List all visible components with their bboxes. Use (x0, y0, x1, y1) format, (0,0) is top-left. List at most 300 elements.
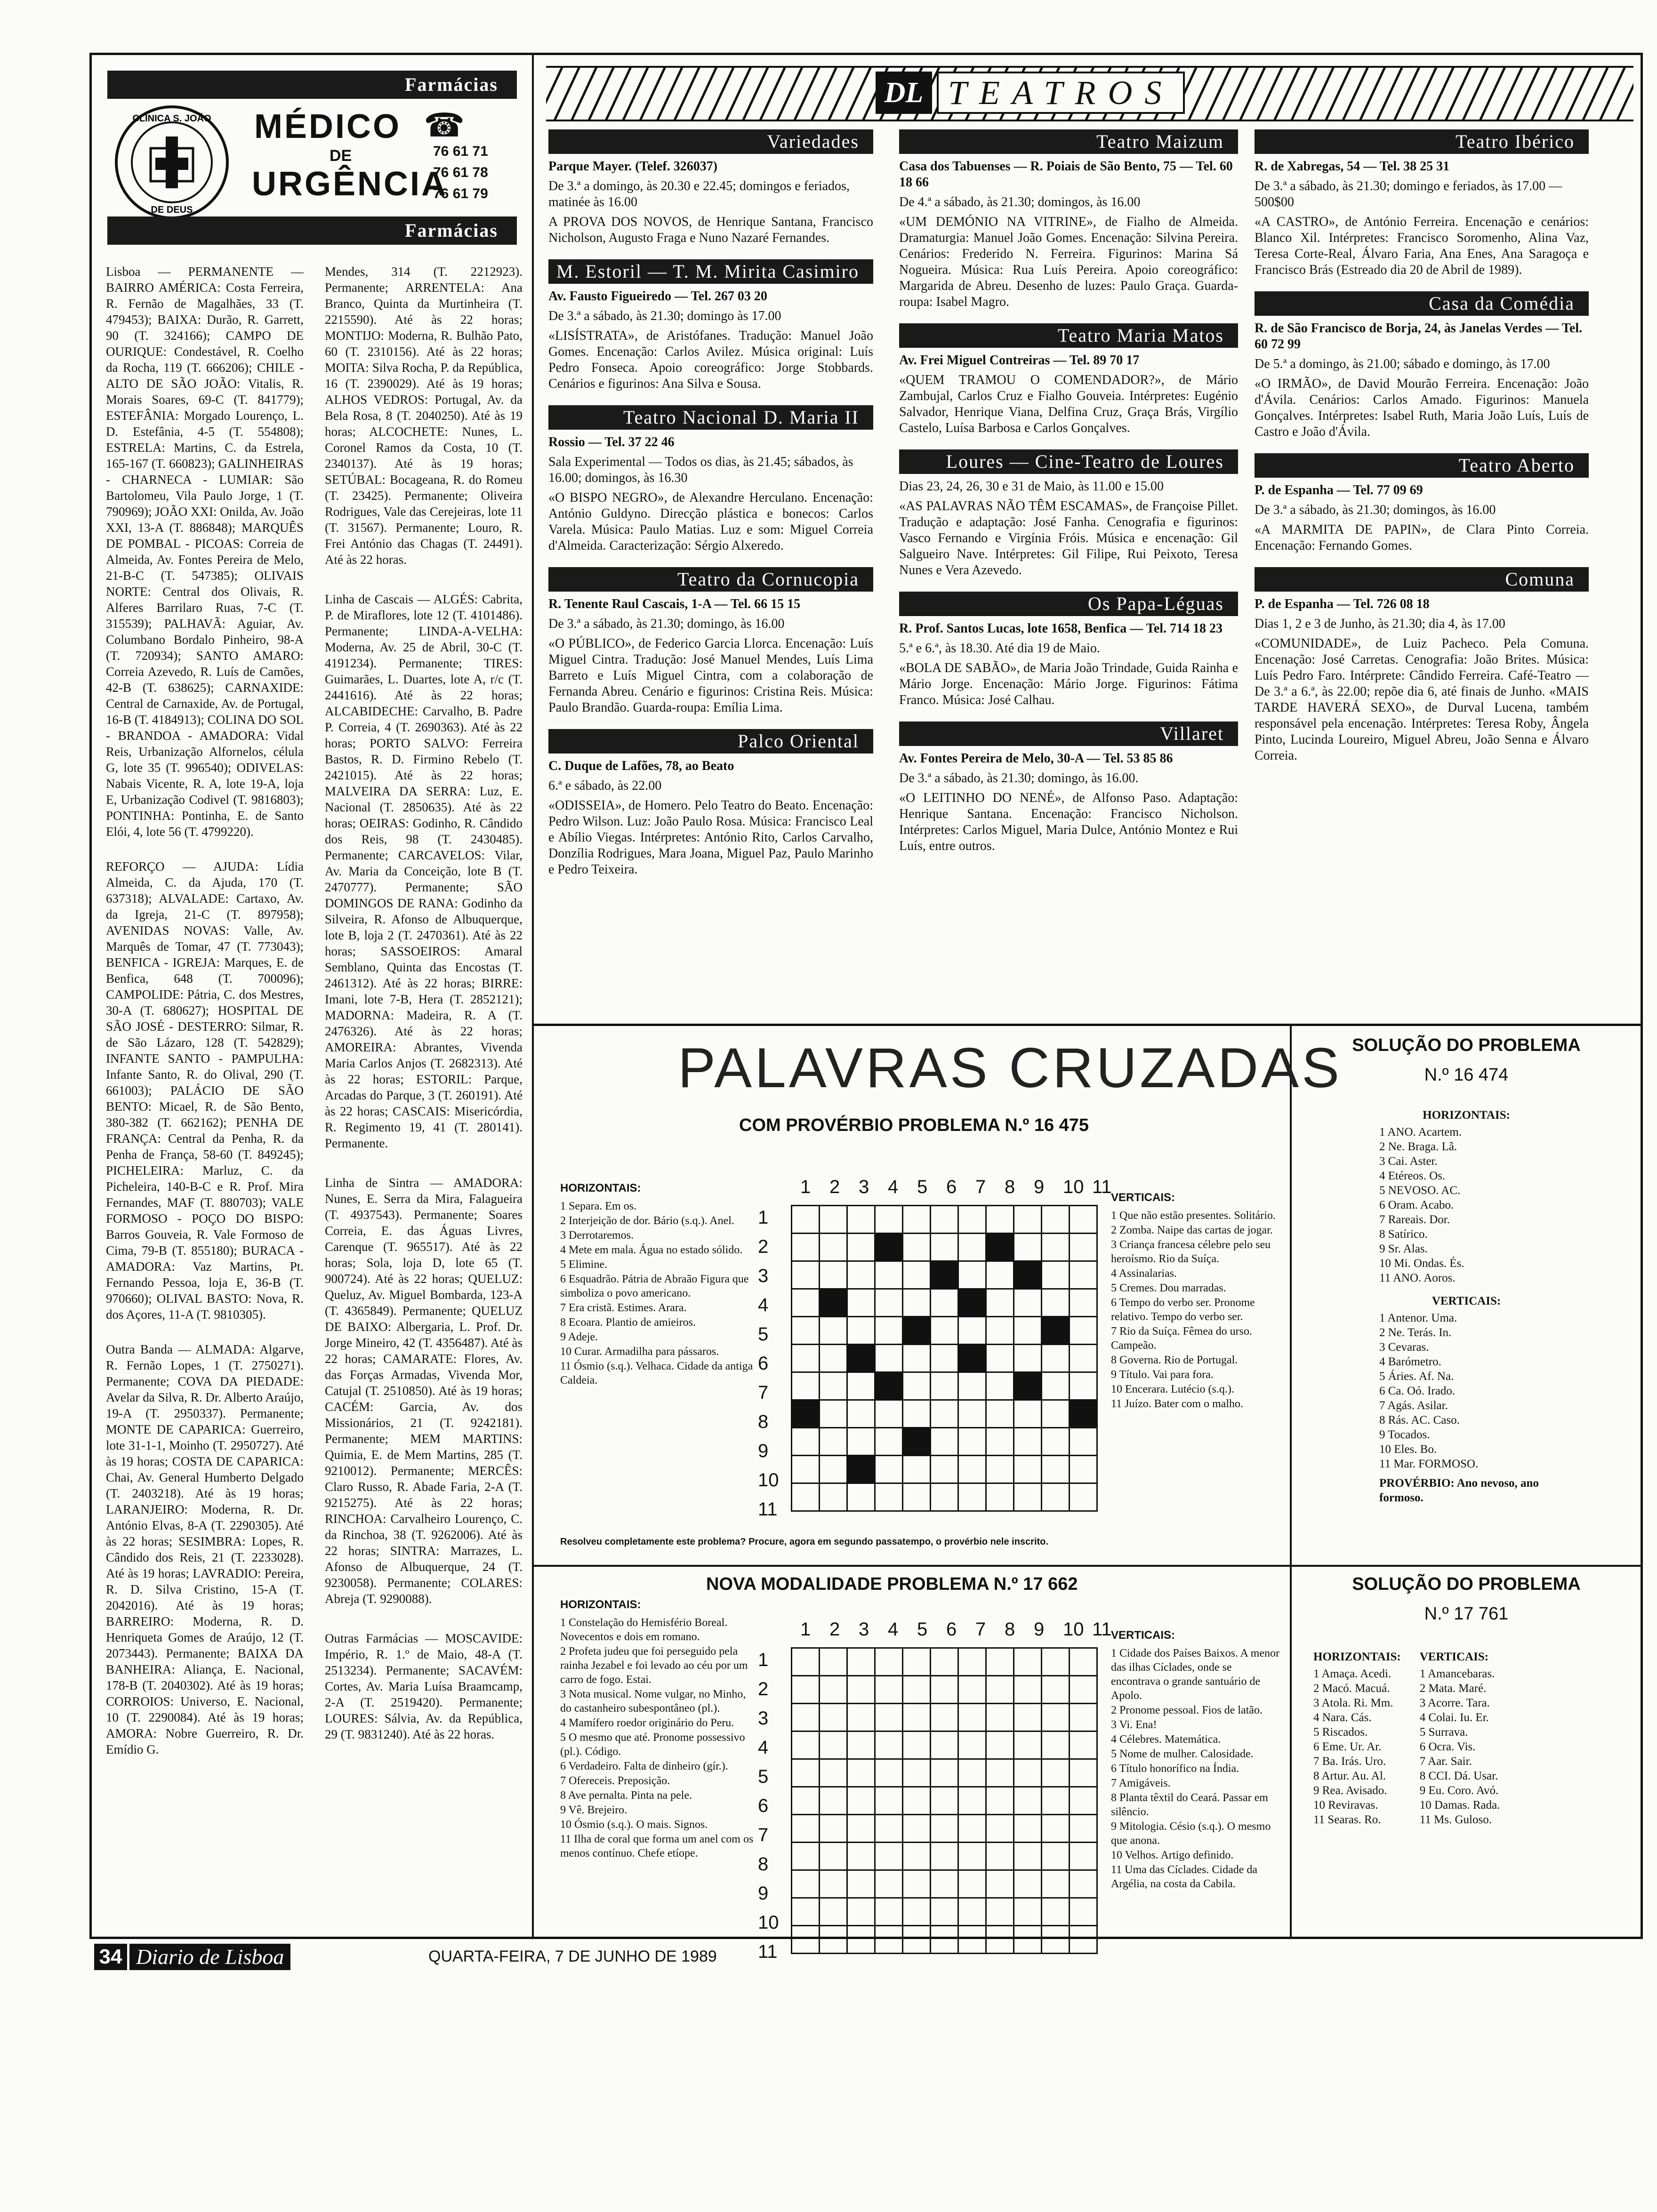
grid-cell[interactable] (903, 1345, 931, 1372)
grid-cell[interactable] (875, 1428, 903, 1456)
grid-cell[interactable] (1070, 1456, 1097, 1483)
grid-cell[interactable] (875, 1317, 903, 1345)
theatre-schedule: 5.ª e 6.ª, às 18.30. Até dia 19 de Maio. (899, 641, 1100, 656)
theatre-name: Teatro Ibérico (1255, 129, 1589, 154)
grid-cell[interactable] (1070, 1317, 1097, 1345)
grid-cell[interactable] (1042, 1731, 1070, 1759)
grid-cell[interactable] (792, 1759, 820, 1787)
grid-cell[interactable] (1042, 1206, 1070, 1234)
grid-cell[interactable] (1042, 1759, 1070, 1787)
grid-cell[interactable] (820, 1372, 847, 1400)
grid-cell[interactable] (820, 1456, 847, 1483)
grid-cell[interactable] (1042, 1704, 1070, 1731)
grid-cell[interactable] (931, 1815, 958, 1843)
grid-row (792, 1345, 1097, 1372)
grid-cell[interactable] (847, 1206, 875, 1234)
grid-cell[interactable] (1070, 1843, 1097, 1870)
grid-cell[interactable] (986, 1289, 1014, 1317)
grid-cell[interactable] (1042, 1815, 1070, 1843)
solution-item: 11 Searas. Ro. (1313, 1813, 1381, 1826)
grid-cell[interactable] (903, 1483, 931, 1511)
grid-cell[interactable] (1070, 1787, 1097, 1815)
grid-cell[interactable] (1070, 1428, 1097, 1456)
grid-cell[interactable] (792, 1317, 820, 1345)
grid-cell[interactable] (847, 1234, 875, 1261)
grid-cell[interactable] (958, 1372, 986, 1400)
grid-cell[interactable] (958, 1898, 986, 1926)
grid-cell[interactable] (875, 1870, 903, 1898)
grid-cell[interactable] (792, 1704, 820, 1731)
grid-cell[interactable] (1014, 1815, 1042, 1843)
grid-cell[interactable] (1014, 1676, 1042, 1704)
grid-row (792, 1456, 1097, 1483)
grid-cell[interactable] (958, 1428, 986, 1456)
grid-cell[interactable] (847, 1648, 875, 1676)
grid-cell[interactable] (847, 1843, 875, 1870)
clue-item: 9 Adeje. (560, 1331, 598, 1343)
grid-cell[interactable] (1070, 1372, 1097, 1400)
solution-item: 1 Antenor. Uma. (1379, 1312, 1457, 1324)
grid-cell[interactable] (1014, 1870, 1042, 1898)
grid-cell[interactable] (820, 1317, 847, 1345)
grid-cell[interactable] (875, 1400, 903, 1428)
grid-cell[interactable] (1014, 1483, 1042, 1511)
grid-cell[interactable] (931, 1345, 958, 1372)
grid-cell[interactable] (903, 1456, 931, 1483)
grid-cell[interactable] (931, 1400, 958, 1428)
grid-cell[interactable] (958, 1843, 986, 1870)
grid-cell[interactable] (820, 1815, 847, 1843)
grid-cell[interactable] (986, 1317, 1014, 1345)
grid-cell[interactable] (1014, 1759, 1042, 1787)
grid-cell[interactable] (903, 1759, 931, 1787)
grid-cell[interactable] (903, 1234, 931, 1261)
grid-cell[interactable] (875, 1206, 903, 1234)
grid-cell[interactable] (1014, 1234, 1042, 1261)
clue-item: 3 Nota musical. Nome vulgar, no Minho, do castanheiro subespontâneo (pl.). (560, 1688, 746, 1715)
grid-cell[interactable] (986, 1787, 1014, 1815)
grid-cell[interactable] (1042, 1843, 1070, 1870)
grid-cell[interactable] (820, 1206, 847, 1234)
grid-cell[interactable] (1070, 1759, 1097, 1787)
grid-cell[interactable] (958, 1483, 986, 1511)
grid-cell[interactable] (986, 1456, 1014, 1483)
theatre-description: «UM DEMÓNIO NA VITRINE», de Fialho de Almeida. Dramaturgia: Manuel João Gomes. Encenação: Silvina Pereira. Cenários: Frederido N. Ferreira. Figurinos: Marina Sá Nogueira. Música: Rua Luís Pereira. Apoio coreográfico: Margarida de Abreu. Desenho de luzes: Paulo Graça. Guarda-roupa: Isabel Magro. (899, 215, 1238, 309)
grid-cell[interactable] (820, 1676, 847, 1704)
grid-cell[interactable] (1014, 1704, 1042, 1731)
grid-cell[interactable] (792, 1456, 820, 1483)
grid-cell[interactable] (1070, 1704, 1097, 1731)
grid-cell[interactable] (1070, 1898, 1097, 1926)
grid-cell[interactable] (847, 1317, 875, 1345)
grid-cell[interactable] (792, 1843, 820, 1870)
grid-cell[interactable] (958, 1206, 986, 1234)
grid-cell[interactable] (820, 1870, 847, 1898)
grid-cell[interactable] (931, 1234, 958, 1261)
grid-cell[interactable] (1042, 1926, 1070, 1954)
grid-cell[interactable] (931, 1289, 958, 1317)
grid-cell[interactable] (931, 1926, 958, 1954)
grid-cell[interactable] (875, 1731, 903, 1759)
grid-cell[interactable] (1070, 1870, 1097, 1898)
grid-cell[interactable] (792, 1428, 820, 1456)
grid-cell[interactable] (792, 1289, 820, 1317)
grid-column-number: 4 (888, 1177, 899, 1197)
grid-cell[interactable] (1070, 1483, 1097, 1511)
grid-row (792, 1261, 1097, 1289)
grid-cell[interactable] (958, 1704, 986, 1731)
grid-cell[interactable] (1042, 1261, 1070, 1289)
grid-cell[interactable] (1070, 1676, 1097, 1704)
grid-cell[interactable] (847, 1898, 875, 1926)
grid-column-number: 10 (1063, 1619, 1084, 1640)
grid-cell[interactable] (958, 1234, 986, 1261)
clinic-seal-icon (113, 104, 231, 221)
grid-cell[interactable] (931, 1787, 958, 1815)
grid-cell[interactable] (986, 1676, 1014, 1704)
grid-cell[interactable] (820, 1428, 847, 1456)
grid-cell[interactable] (1042, 1234, 1070, 1261)
grid-row-number: 4 (758, 1737, 769, 1758)
grid-cell[interactable] (1042, 1898, 1070, 1926)
clue-item: 3 Derrotaremos. (560, 1229, 634, 1242)
grid-cell[interactable] (986, 1648, 1014, 1676)
grid-cell[interactable] (1014, 1400, 1042, 1428)
theatre-description: «LISÍSTRATA», de Aristófanes. Tradução: Manuel João Gomes. Encenação: Carlos Avilez. Música original: Luís Pedro Fonseca. Apoio coreográfico: Jorge Stobbards. Cenários e figurinos: Ana Silva e Sousa. (548, 329, 873, 391)
theatre-name: M. Estoril — T. M. Mirita Casimiro (548, 259, 873, 284)
grid-cell[interactable] (903, 1704, 931, 1731)
grid-cell[interactable] (820, 1261, 847, 1289)
grid-cell[interactable] (847, 1261, 875, 1289)
grid-cell[interactable] (1042, 1345, 1070, 1372)
grid-black-cell (792, 1400, 820, 1428)
grid-cell[interactable] (1042, 1372, 1070, 1400)
crossword-grid-2[interactable] (791, 1647, 1098, 1954)
grid-cell[interactable] (875, 1815, 903, 1843)
p1-horizontais-label: HORIZONTAIS: (560, 1182, 641, 1194)
grid-cell[interactable] (820, 1483, 847, 1511)
grid-cell[interactable] (820, 1787, 847, 1815)
grid-cell[interactable] (1014, 1289, 1042, 1317)
grid-cell[interactable] (792, 1815, 820, 1843)
grid-cell[interactable] (958, 1926, 986, 1954)
grid-cell[interactable] (792, 1206, 820, 1234)
grid-cell[interactable] (875, 1676, 903, 1704)
theatre-name: Teatro Nacional D. Maria II (548, 405, 873, 430)
grid-cell[interactable] (875, 1704, 903, 1731)
grid-cell[interactable] (1042, 1676, 1070, 1704)
grid-cell[interactable] (958, 1676, 986, 1704)
theatre-address: R. de Xabregas, 54 — Tel. 38 25 31 (1255, 159, 1450, 174)
grid-cell[interactable] (847, 1870, 875, 1898)
grid-cell[interactable] (958, 1648, 986, 1676)
grid-cell[interactable] (903, 1372, 931, 1400)
grid-cell[interactable] (1070, 1206, 1097, 1234)
p2-horizontais-label: HORIZONTAIS: (560, 1598, 641, 1611)
solution-item: 9 Tocados. (1379, 1428, 1430, 1441)
grid-cell[interactable] (792, 1787, 820, 1815)
grid-cell[interactable] (903, 1676, 931, 1704)
grid-cell[interactable] (986, 1898, 1014, 1926)
grid-cell[interactable] (931, 1456, 958, 1483)
theatre-name: Palco Oriental (548, 729, 873, 753)
grid-cell[interactable] (1070, 1926, 1097, 1954)
grid-cell[interactable] (875, 1483, 903, 1511)
grid-cell[interactable] (875, 1926, 903, 1954)
grid-cell[interactable] (986, 1372, 1014, 1400)
solution-item: 2 Mata. Maré. (1419, 1682, 1487, 1695)
grid-cell[interactable] (903, 1261, 931, 1289)
grid-cell[interactable] (820, 1345, 847, 1372)
grid-cell[interactable] (1042, 1483, 1070, 1511)
phone-3: 76 61 79 (433, 186, 488, 201)
grid-cell[interactable] (847, 1289, 875, 1317)
grid-cell[interactable] (931, 1759, 958, 1787)
grid-cell[interactable] (1042, 1787, 1070, 1815)
grid-cell[interactable] (903, 1289, 931, 1317)
grid-cell[interactable] (820, 1704, 847, 1731)
grid-cell[interactable] (1014, 1787, 1042, 1815)
grid-cell[interactable] (903, 1926, 931, 1954)
clue-item: 2 Zomba. Naipe das cartas de jogar. (1111, 1224, 1273, 1236)
theatre-section (548, 129, 873, 246)
solucao1-h-label: HORIZONTAIS: (1423, 1109, 1510, 1122)
grid-cell[interactable] (986, 1345, 1014, 1372)
grid-cell[interactable] (875, 1898, 903, 1926)
grid-cell[interactable] (958, 1456, 986, 1483)
grid-cell[interactable] (847, 1704, 875, 1731)
grid-cell[interactable] (792, 1345, 820, 1372)
grid-cell[interactable] (986, 1926, 1014, 1954)
grid-black-cell (986, 1234, 1014, 1261)
solution-item: 7 Agás. Asilar. (1379, 1399, 1448, 1412)
grid-cell[interactable] (875, 1759, 903, 1787)
grid-cell[interactable] (792, 1261, 820, 1289)
grid-cell[interactable] (847, 1926, 875, 1954)
grid-cell[interactable] (1070, 1731, 1097, 1759)
grid-cell[interactable] (792, 1731, 820, 1759)
grid-cell[interactable] (847, 1815, 875, 1843)
grid-cell[interactable] (986, 1400, 1014, 1428)
grid-cell[interactable] (820, 1898, 847, 1926)
grid-cell[interactable] (1014, 1317, 1042, 1345)
farmacias-col1 (106, 264, 304, 1759)
grid-cell[interactable] (1014, 1731, 1042, 1759)
grid-cell[interactable] (847, 1676, 875, 1704)
medico-de: DE (330, 147, 352, 165)
grid-cell[interactable] (792, 1870, 820, 1898)
grid-cell[interactable] (986, 1843, 1014, 1870)
grid-cell[interactable] (958, 1731, 986, 1759)
grid-cell[interactable] (792, 1483, 820, 1511)
teatros-banner (546, 66, 1633, 121)
reforco: REFORÇO — AJUDA: Lídia Almeida, C. da Ajuda, 170 (T. 637318); ALVALADE: Cartaxo, Av. da Igreja, 21-C (T. 897958); AVENIDAS NOVAS: Valle, Av. Marquês de Tomar, 47 (T. 773043); BENFICA - IGREJA: Marques, E. de Benfica, 648 (T. 700096); CAMPOLIDE: Pátria, C. dos Mestres, 30-A (T. 680627); HOSPITAL DE SÃO JOSÉ - DESTERRO: Silmar, R. de São Lázaro, 128 (T. 542829); INFANTE SANTO - PAMPULHA: Infante Santo, R. do Olival, 290 (T. 661003); PALÁCIO DE SÃO BENTO: Micael, R. de São Bento, 380-382 (T. 662162); PENHA DE FRANÇA: Central da Penha, R. da Penha de França, 58-60 (T. 849245); PICHELEIRA: Marluz, C. da Picheleira, 140-B-C e R. Prof. Mira Fernandes, MAF (T. 880703); VALE FORMOSO - POÇO DO BISPO: Barros Gouveia, R. Vale Formoso de Cima, 79-B (T. 855180); BURACA - AMADORA: Vaz Martins, Pt. Fernando Pessoa, loja E, 36-B (T. 970660); OLIVAL BASTO: Nova, R. dos Açores, 11-A (T. 9810305). (106, 859, 304, 1322)
grid-cell[interactable] (820, 1843, 847, 1870)
grid-cell[interactable] (1014, 1206, 1042, 1234)
grid-cell[interactable] (903, 1731, 931, 1759)
grid-row-number: 9 (758, 1883, 769, 1904)
grid-cell[interactable] (903, 1206, 931, 1234)
grid-cell[interactable] (931, 1843, 958, 1870)
grid-cell[interactable] (1042, 1648, 1070, 1676)
grid-row-number: 11 (758, 1941, 778, 1962)
solution-item: 6 Oram. Acabo. (1379, 1199, 1454, 1211)
grid-cell[interactable] (931, 1483, 958, 1511)
grid-cell[interactable] (847, 1372, 875, 1400)
grid-cell[interactable] (1014, 1345, 1042, 1372)
grid-cell[interactable] (903, 1843, 931, 1870)
grid-cell[interactable] (1042, 1289, 1070, 1317)
clue-item: 5 O mesmo que até. Pronome possessivo (pl.). Código. (560, 1731, 745, 1758)
grid-cell[interactable] (986, 1206, 1014, 1234)
grid-cell[interactable] (820, 1648, 847, 1676)
grid-cell[interactable] (931, 1898, 958, 1926)
grid-cell[interactable] (1014, 1898, 1042, 1926)
farmacias-col2 (325, 264, 523, 1744)
grid-cell[interactable] (931, 1731, 958, 1759)
solution-item: 4 Colai. Iu. Er. (1419, 1711, 1489, 1724)
solution-item: 4 Barómetro. (1379, 1355, 1441, 1368)
grid-cell[interactable] (986, 1815, 1014, 1843)
clue-item: 10 Ósmio (s.q.). O mais. Signos. (560, 1819, 708, 1831)
teatros-col2 (899, 129, 1238, 867)
grid-cell[interactable] (986, 1704, 1014, 1731)
grid-black-cell (1014, 1372, 1042, 1400)
grid-row (792, 1206, 1097, 1234)
grid-cell[interactable] (986, 1483, 1014, 1511)
grid-cell[interactable] (931, 1206, 958, 1234)
solution-item: 5 Surrava. (1419, 1726, 1468, 1739)
grid-cell[interactable] (847, 1483, 875, 1511)
grid-cell[interactable] (958, 1815, 986, 1843)
grid-cell[interactable] (903, 1898, 931, 1926)
grid-row (792, 1289, 1097, 1317)
grid-cell[interactable] (875, 1843, 903, 1870)
grid-cell[interactable] (903, 1815, 931, 1843)
grid-cell[interactable] (1014, 1428, 1042, 1456)
clue-item: 3 Criança francesa célebre pelo seu heroísmo. Rio da Suíça. (1111, 1239, 1271, 1265)
grid-column-number: 3 (859, 1619, 869, 1640)
theatre-section (548, 405, 873, 554)
grid-cell[interactable] (1014, 1456, 1042, 1483)
clue-item: 1 Cidade dos Países Baixos. A menor das ilhas Cíclades, onde se encontrava o grande santuário de Apolo. (1111, 1647, 1279, 1702)
theatre-schedule: De 5.ª a domingo, às 21.00; sábado e domingo, às 17.00 (1255, 357, 1550, 371)
grid-cell[interactable] (986, 1731, 1014, 1759)
grid-cell[interactable] (958, 1759, 986, 1787)
grid-cell[interactable] (986, 1870, 1014, 1898)
grid-cell[interactable] (931, 1676, 958, 1704)
grid-cell[interactable] (903, 1787, 931, 1815)
theatre-address: Av. Frei Miguel Contreiras — Tel. 89 70 17 (899, 353, 1140, 368)
grid-cell[interactable] (847, 1759, 875, 1787)
grid-cell[interactable] (792, 1234, 820, 1261)
grid-cell[interactable] (820, 1926, 847, 1954)
theatre-schedule: De 3.ª a sábado, às 21.30; domingos, às 16.00 (1255, 503, 1496, 517)
grid-cell[interactable] (875, 1345, 903, 1372)
grid-cell[interactable] (931, 1372, 958, 1400)
grid-cell[interactable] (931, 1704, 958, 1731)
theatre-schedule: 6.ª e sábado, às 22.00 (548, 778, 662, 793)
grid-cell[interactable] (986, 1261, 1014, 1289)
grid-cell[interactable] (958, 1870, 986, 1898)
grid-cell[interactable] (931, 1648, 958, 1676)
grid-cell[interactable] (875, 1261, 903, 1289)
grid-column-number: 1 (800, 1177, 811, 1197)
grid-cell[interactable] (986, 1428, 1014, 1456)
grid-cell[interactable] (1014, 1926, 1042, 1954)
grid-cell[interactable] (1014, 1843, 1042, 1870)
grid-cell[interactable] (792, 1926, 820, 1954)
grid-cell[interactable] (792, 1676, 820, 1704)
grid-cell[interactable] (1014, 1648, 1042, 1676)
grid-cell[interactable] (820, 1234, 847, 1261)
grid-cell[interactable] (847, 1400, 875, 1428)
grid-cell[interactable] (847, 1787, 875, 1815)
linha-sintra: Linha de Sintra — AMADORA: Nunes, E. Serra da Mira, Falagueira (T. 4937543). Permanente; Soares Correia, E. das Águas Livres, Carenque (T. 965517). Até às 22 horas; Sola, loja D, lote 65 (T. 900724). Até às 22 horas; QUELUZ: Queluz, Av. Miguel Bombarda, 123-A (T. 4365849). Permanente; QUELUZ DE BAIXO: Albergaria, L. Prof. Dr. Jorge Mineiro, 42 (T. 4356487). Até às 22 horas; CAMARATE: Flores, Av. das Forças Armadas, Vivenda Mor, Catujal (T. 2510850). Até às 19 horas; CACÉM: Garcia, Av. dos Missionários, 21 (T. 9242181). Permanente; MEM MARTINS: Quimia, E. de Mem Martins, 285 (T. 9210012). Permanente; MERCÊS: Claro Russo, R. Abade Faria, 2-A (T. 9215275). Até às 22 horas; RINCHOA: Carvalheiro Lourenço, C. da Rinchoa, 38 (T. 9262006). Até às 22 horas; SINTRA: Marrazes, L. Afonso de Albuquerque, 24 (T. 9230058). Permanente; COLARES: Abreja (T. 9290088). (325, 1176, 523, 1606)
grid-cell[interactable] (875, 1787, 903, 1815)
theatre-description: «A CASTRO», de António Ferreira. Encenação e cenários: Blanco Xil. Intérpretes: Francisco Soromenho, Alina Vaz, Teresa Corte-Real, Álvaro Faria, Ana Enes, Ana Saragoça e Francisco Brás (Estreado dia 20 de Abril de 1989). (1255, 215, 1589, 277)
grid-cell[interactable] (820, 1731, 847, 1759)
phone-2: 76 61 78 (433, 165, 488, 180)
grid-cell[interactable] (1042, 1428, 1070, 1456)
grid-cell[interactable] (931, 1317, 958, 1345)
grid-cell[interactable] (847, 1428, 875, 1456)
grid-cell[interactable] (1070, 1345, 1097, 1372)
solution-item: 6 Eme. Ur. Ar. (1313, 1740, 1382, 1753)
grid-row-number: 10 (758, 1912, 779, 1933)
grid-black-cell (847, 1456, 875, 1483)
grid-cell[interactable] (820, 1759, 847, 1787)
grid-cell[interactable] (1042, 1870, 1070, 1898)
grid-cell[interactable] (1042, 1400, 1070, 1428)
lisboa-col2: Mendes, 314 (T. 2212923). Permanente; ARRENTELA: Ana Branco, Quinta da Murtinheira (T. 2215590). Até às 22 horas; MONTIJO: Moderna, R. Bulhão Pato, 60 (T. 2310156). Até às 22 horas; MOITA: Silva Rocha, P. da República, 16 (T. 2390029). Até às 19 horas; ALHOS VEDROS: Portugal, Av. da Bela Rosa, 8 (T. 2040250). Até às 19 horas; ALCOCHETE: Nunes, L. Coronel Ramos da Costa, 10 (T. 2340137). Até às 19 horas; SETÚBAL: Bocageana, R. do Romeu (T. 23425). Permanente; Oliveira Rodrigues, Vale das Cerejeiras, lote 11 (T. 31567). Permanente; Louro, R. Frei António das Chagas (T. 24491). Até às 22 horas. (325, 264, 523, 567)
grid-cell[interactable] (792, 1898, 820, 1926)
grid-cell[interactable] (875, 1289, 903, 1317)
crossword-grid-1[interactable] (791, 1205, 1098, 1512)
grid-cell[interactable] (1070, 1261, 1097, 1289)
solucao2-horizontais (1313, 1667, 1401, 1827)
grid-cell[interactable] (958, 1317, 986, 1345)
theatre-description: «A MARMITA DE PAPIN», de Clara Pinto Correia. Encenação: Fernando Gomes. (1255, 522, 1589, 553)
grid-cell[interactable] (931, 1870, 958, 1898)
grid-cell[interactable] (958, 1400, 986, 1428)
grid-cell[interactable] (903, 1870, 931, 1898)
grid-black-cell (931, 1261, 958, 1289)
clue-item: 8 Ave pernalta. Pinta na pele. (560, 1789, 692, 1802)
grid-cell[interactable] (1070, 1234, 1097, 1261)
clue-item: 5 Nome de mulher. Calosidade. (1111, 1748, 1254, 1760)
solution-item: 5 NEVOSO. AC. (1379, 1184, 1461, 1197)
grid-cell[interactable] (931, 1428, 958, 1456)
grid-cell[interactable] (875, 1456, 903, 1483)
grid-cell[interactable] (820, 1400, 847, 1428)
grid-cell[interactable] (958, 1261, 986, 1289)
grid-cell[interactable] (875, 1648, 903, 1676)
grid-cell[interactable] (1042, 1456, 1070, 1483)
grid-cell[interactable] (903, 1400, 931, 1428)
grid-cell[interactable] (1070, 1289, 1097, 1317)
grid-cell[interactable] (903, 1648, 931, 1676)
grid-cell[interactable] (1070, 1648, 1097, 1676)
grid-cell[interactable] (792, 1372, 820, 1400)
grid-cell[interactable] (792, 1648, 820, 1676)
grid-cell[interactable] (958, 1787, 986, 1815)
theatre-description: «O IRMÃO», de David Mourão Ferreira. Encenação: João d'Ávila. Cenários: Carlos Amado. Figurinos: Manuela Gonçalves. Intérpretes: Isabel Ruth, Maria João Luís, Luís de Castro e João d'Ávila. (1255, 377, 1589, 439)
grid-cell[interactable] (986, 1759, 1014, 1787)
grid-cell[interactable] (847, 1731, 875, 1759)
clinic-logo (113, 104, 231, 221)
grid-cell[interactable] (1070, 1815, 1097, 1843)
